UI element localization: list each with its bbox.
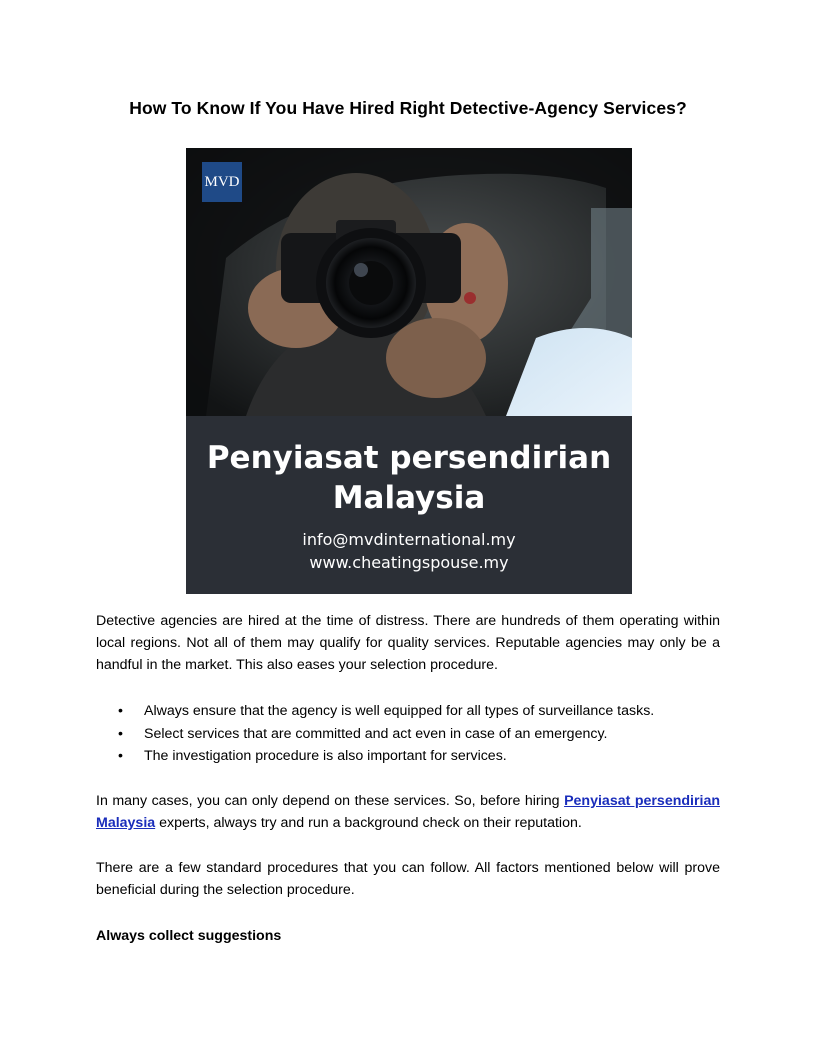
intro-paragraph: Detective agencies are hired at the time of distress. There are hundreds of them operating within local regions. Not all of them may qualify for quality services. Reputable agencies may only be a handful in the market. This also eases your selection procedure. xyxy=(96,613,720,673)
mvd-logo: MVD xyxy=(202,162,242,202)
paragraph-text: In many cases, you can only depend on these services. So, before hiring xyxy=(96,793,565,809)
hiring-paragraph xyxy=(96,790,720,834)
list-item-text: Always ensure that the agency is well equipped for all types of surveillance tasks. xyxy=(144,703,655,719)
list-item xyxy=(96,723,720,746)
penyiasat-link[interactable]: Penyiasat persendirian Malaysia xyxy=(96,793,720,831)
hero-image xyxy=(186,148,632,594)
bullet-icon: • xyxy=(118,725,123,742)
list-item xyxy=(96,700,720,723)
image-banner xyxy=(186,416,632,594)
bullet-icon: • xyxy=(118,748,123,764)
tips-list xyxy=(96,700,720,768)
banner-email: info@mvdinternational.my xyxy=(302,530,516,549)
banner-heading: Penyiasat persendirian Malaysia xyxy=(206,440,612,516)
list-item-text: The investigation procedure is also important for services. xyxy=(144,748,507,764)
paragraph-text: experts, always try and run a background check on their reputation. xyxy=(155,815,582,831)
banner-website: www.cheatingspouse.my xyxy=(309,553,509,572)
section-subheading: Always collect suggestions xyxy=(96,928,282,944)
bullet-icon: • xyxy=(118,703,123,719)
list-item xyxy=(96,745,720,768)
detective-photo xyxy=(186,148,632,416)
page-title: How To Know If You Have Hired Right Detective-Agency Services? xyxy=(129,98,687,118)
procedures-paragraph: There are a few standard procedures that you can follow. All factors mentioned below will prove beneficial during the selection procedure. xyxy=(96,860,720,898)
list-item-text: Select services that are committed and act even in case of an emergency. xyxy=(144,725,608,742)
camera-photo-illustration xyxy=(186,148,632,416)
